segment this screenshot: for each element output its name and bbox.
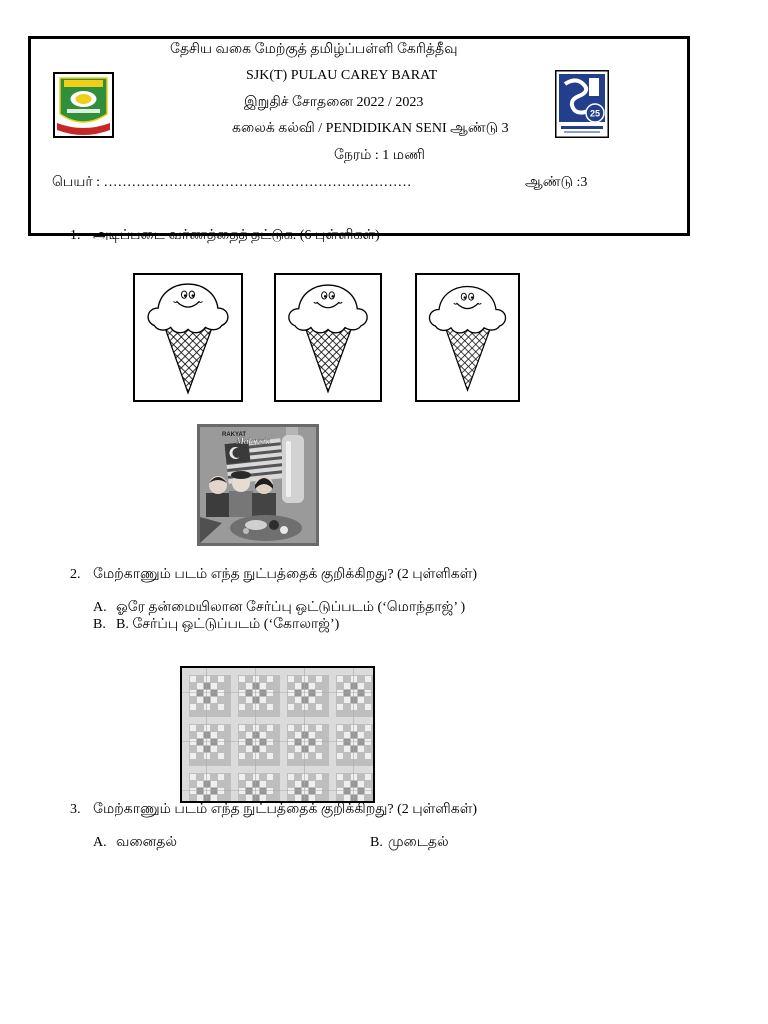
poster-script-text: Malaysia xyxy=(236,436,271,446)
ice-cream-cone xyxy=(445,328,490,390)
collage-image xyxy=(197,424,319,546)
ice-cream-cone xyxy=(305,328,351,392)
question-3-option-b xyxy=(370,835,449,851)
ice-cream-image-1 xyxy=(133,273,243,402)
ice-cream-scoop xyxy=(429,287,505,333)
question-2-option-b xyxy=(93,617,339,633)
question-text: மேற்காணும் படம் எந்த நுட்பத்தைக் குறிக்கிறது? (2 புள்ளிகள்) xyxy=(93,567,478,582)
question-2 xyxy=(70,567,477,583)
option-text: முடைதல் xyxy=(388,835,449,850)
option-label: B. xyxy=(370,835,383,850)
option-text: ஓரே தன்மையிலான சேர்ப்பு ஒட்டுப்படம் (‘மொந்தாஜ்’ ) xyxy=(116,600,466,615)
question-number: 2. xyxy=(70,567,81,582)
anniversary-logo xyxy=(555,70,609,138)
question-text: அடிப்படை வர்ணத்தைத் தட்டுக. (6 புள்ளிகள்) xyxy=(93,228,380,243)
ice-cream-drawing xyxy=(276,275,380,400)
question-number: 1. xyxy=(70,228,81,243)
poster-title-text: RAKYAT xyxy=(222,432,247,438)
exam-duration: நேரம் : 1 மணி xyxy=(334,148,425,163)
option-text: B. சேர்ப்பு ஒட்டுப்படம் (‘கோலாஜ்’) xyxy=(116,617,340,632)
question-2-option-a xyxy=(93,600,465,616)
question-3-option-a xyxy=(93,835,177,851)
exam-header xyxy=(28,36,690,236)
school-name-tamil: தேசிய வகை மேற்குத் தமிழ்ப்பள்ளி கேரித்தீவு xyxy=(170,42,458,57)
option-label: A. xyxy=(93,600,107,615)
student-name-field: பெயர் : ………………………………………………………… xyxy=(52,175,412,190)
question-3 xyxy=(70,802,477,818)
ice-cream-drawing xyxy=(135,275,241,400)
school-crest-logo xyxy=(53,72,114,138)
student-year-field: ஆண்டு :3 xyxy=(525,175,588,190)
school-name: SJK(T) PULAU CAREY BARAT xyxy=(246,68,438,83)
question-text: மேற்காணும் படம் எந்த நுட்பத்தைக் குறிக்கிறது? (2 புள்ளிகள்) xyxy=(93,802,478,817)
ice-cream-scoop xyxy=(148,284,228,333)
ice-cream-cone xyxy=(165,327,212,393)
ice-cream-scoop xyxy=(289,285,367,333)
logo-badge-number: 25 xyxy=(589,108,601,119)
ice-cream-image-3 xyxy=(415,273,520,402)
option-text: வனைதல் xyxy=(116,835,177,850)
exam-title: இறுதிச் சோதனை 2022 / 2023 xyxy=(244,95,424,110)
subject-title: கலைக் கல்வி / PENDIDIKAN SENI ஆண்டு 3 xyxy=(232,121,509,136)
option-label: B. xyxy=(93,617,106,632)
question-number: 3. xyxy=(70,802,81,817)
ice-cream-image-2 xyxy=(274,273,382,402)
ice-cream-drawing xyxy=(417,275,518,400)
option-label: A. xyxy=(93,835,107,850)
weaving-image xyxy=(180,666,375,803)
